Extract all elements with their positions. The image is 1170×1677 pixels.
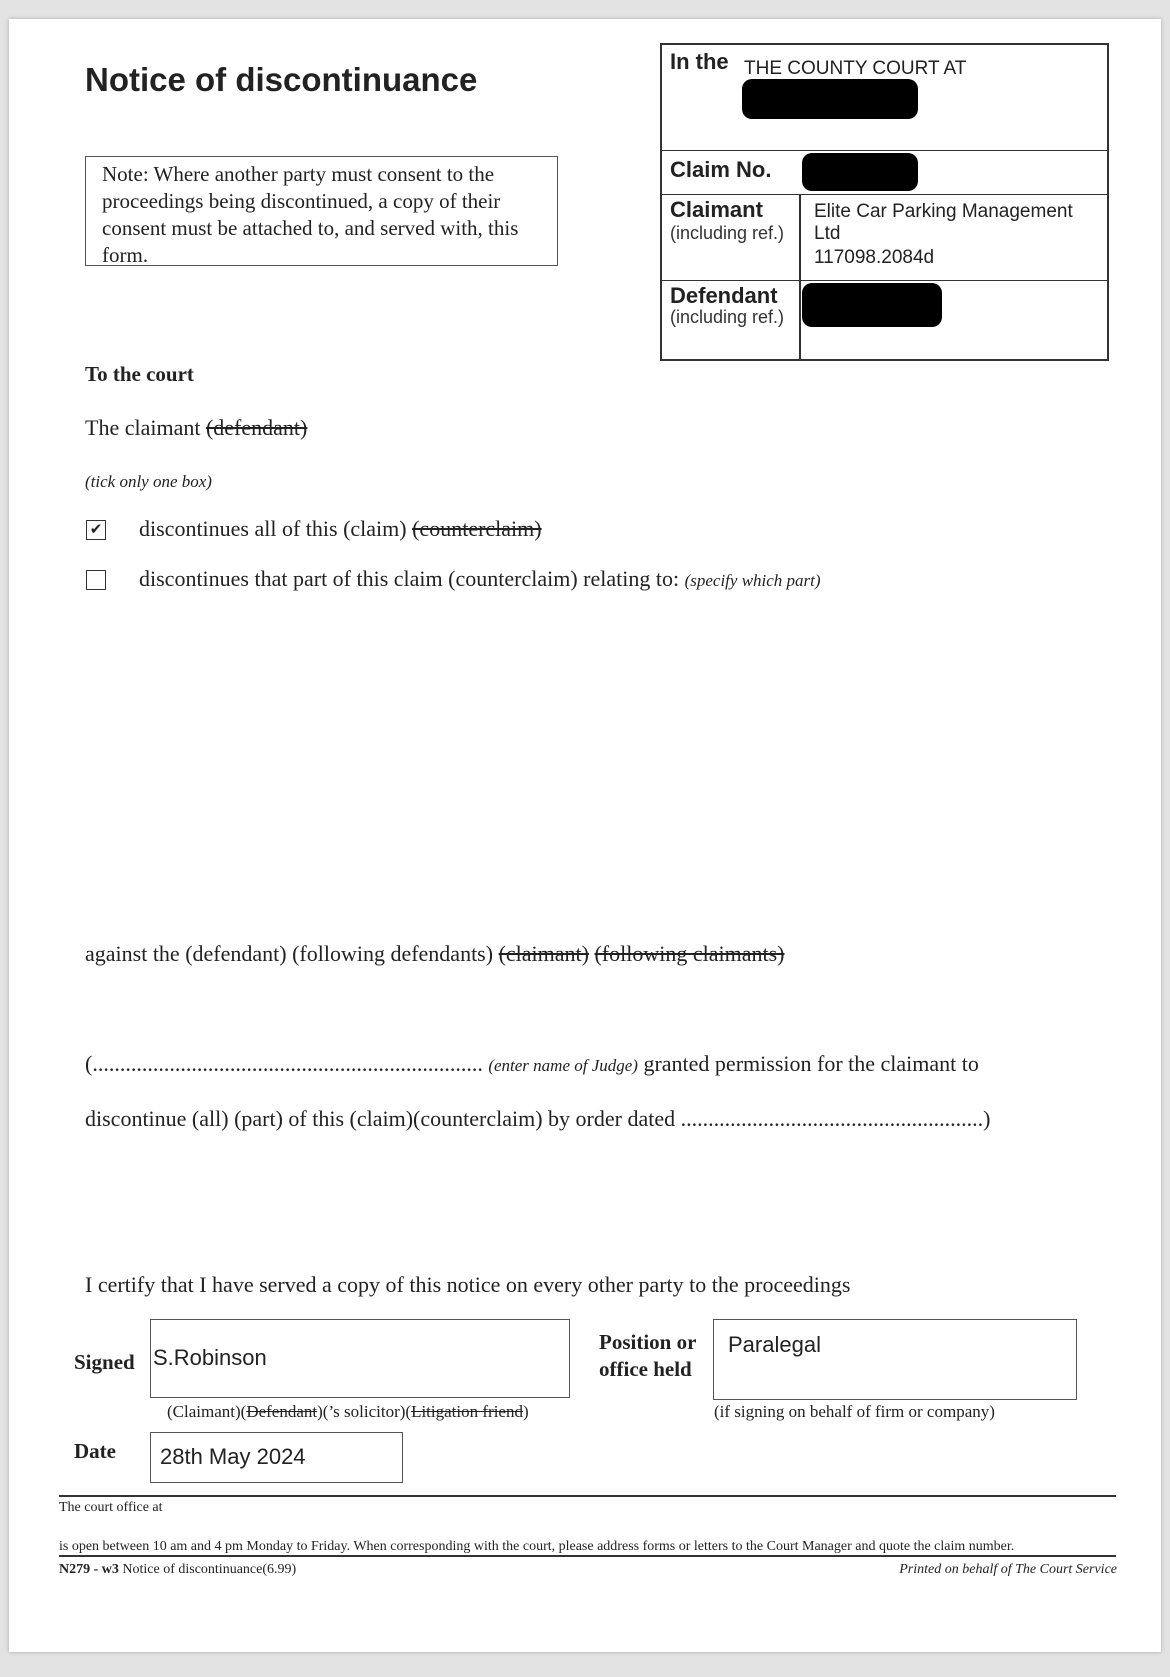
discontinue-all-checkbox[interactable]: ✔ xyxy=(86,520,106,540)
position-label-line2: office held xyxy=(599,1357,692,1381)
consent-note-box: Note: Where another party must consent to the proceedings being discontinued, a copy of their consent must be attached to, and served with, this form. xyxy=(85,156,558,266)
caption-part-b: )(’s solicitor)( xyxy=(317,1402,412,1421)
form-code-line xyxy=(59,1562,296,1578)
redacted-claim-number xyxy=(802,153,918,191)
certify-statement: I certify that I have served a copy of this notice on every other party to the proceedings xyxy=(85,1272,851,1297)
judge-line-end: granted permission for the claimant to xyxy=(643,1051,979,1076)
court-name: THE COUNTY COURT AT xyxy=(744,58,967,79)
party-claimant: The claimant xyxy=(85,415,201,440)
order-line: discontinue (all) (part) of this (claim)(counterclaim) by order dated .......................................................) xyxy=(85,1106,991,1131)
form-title: Notice of discontinuance xyxy=(85,61,478,98)
date-field[interactable]: 28th May 2024 xyxy=(150,1432,403,1483)
court-details-box xyxy=(660,43,1109,361)
form-name: Notice of discontinuance(6.99) xyxy=(122,1562,297,1577)
office-hours-text: is open between 10 am and 4 pm Monday to Friday. When corresponding with the court, please address forms or letters to the Court Manager and quote the claim number. xyxy=(59,1539,1015,1554)
footer-top-rule xyxy=(59,1495,1116,1497)
judge-permission-line xyxy=(85,1051,979,1077)
defendant-row xyxy=(662,281,1107,361)
caption-struck-defendant: Defendant xyxy=(246,1402,318,1421)
defendant-ref-label: (including ref.) xyxy=(670,307,785,327)
signer-capacity-caption xyxy=(167,1402,529,1422)
table-divider xyxy=(799,195,801,361)
option-discontinue-part xyxy=(139,566,821,592)
against-text: against the (defendant) (following defendants) xyxy=(85,941,494,966)
form-page xyxy=(9,19,1161,1652)
claimant-row xyxy=(662,195,1107,281)
date-label: Date xyxy=(74,1439,116,1463)
signature-field[interactable]: S.Robinson xyxy=(150,1319,570,1398)
position-label-line1: Position or xyxy=(599,1330,697,1354)
to-the-court-heading: To the court xyxy=(85,362,194,386)
position-field[interactable]: Paralegal xyxy=(713,1319,1077,1400)
redacted-defendant-name xyxy=(802,283,942,327)
caption-part-a: (Claimant)( xyxy=(167,1402,247,1421)
in-the-label: In the xyxy=(670,49,729,74)
position-caption: (if signing on behalf of firm or company) xyxy=(714,1402,995,1421)
option2-hint: (specify which part) xyxy=(684,571,821,590)
claim-no-label: Claim No. xyxy=(670,157,772,182)
footer-bottom-rule xyxy=(59,1555,1116,1557)
discontinue-part-checkbox[interactable] xyxy=(86,570,106,590)
tick-instruction: (tick only one box) xyxy=(85,472,212,491)
option2-label: discontinues that part of this claim (counterclaim) relating to: xyxy=(139,566,680,591)
claimant-label: Claimant xyxy=(670,197,763,222)
against-line xyxy=(85,941,785,967)
claimant-name-line1: Elite Car Parking Management xyxy=(814,201,1073,222)
judge-dots: (....................................................................... xyxy=(85,1051,483,1076)
position-label xyxy=(599,1329,696,1383)
option1-struck: (counterclaim) xyxy=(412,516,542,541)
court-row xyxy=(662,45,1107,151)
against-struck-claimants: (following claimants) xyxy=(594,941,785,966)
option1-label: discontinues all of this (claim) xyxy=(139,516,407,541)
defendant-label: Defendant xyxy=(670,283,778,308)
party-line xyxy=(85,415,307,441)
caption-struck-litigation-friend: Litigation friend xyxy=(411,1402,523,1421)
against-struck-claimant: (claimant) xyxy=(498,941,589,966)
printed-on-behalf: Printed on behalf of The Court Service xyxy=(899,1562,1117,1577)
claimant-name-line2: Ltd xyxy=(814,223,841,244)
signed-label: Signed xyxy=(74,1350,135,1374)
form-code: N279 - w3 xyxy=(59,1562,119,1577)
redacted-court-location xyxy=(742,79,918,119)
claim-no-row xyxy=(662,151,1107,195)
option-discontinue-all xyxy=(139,516,542,542)
court-office-label: The court office at xyxy=(59,1500,163,1515)
claimant-reference: 117098.2084d xyxy=(814,247,935,268)
claimant-ref-label: (including ref.) xyxy=(670,223,785,243)
judge-hint: (enter name of Judge) xyxy=(488,1056,638,1075)
party-defendant-struck: (defendant) xyxy=(205,415,308,440)
caption-part-c: ) xyxy=(522,1402,529,1421)
